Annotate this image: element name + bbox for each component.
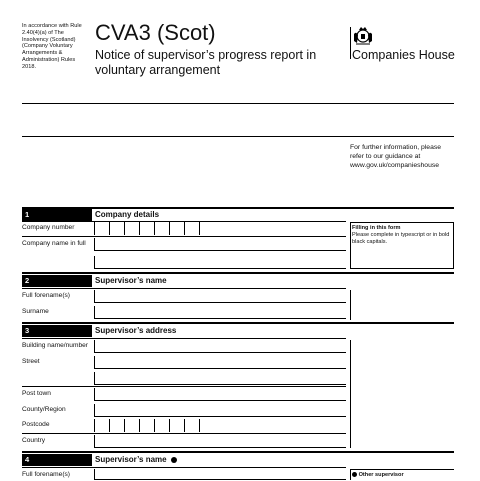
char-box[interactable] — [154, 419, 169, 432]
company-number-label: Company number — [22, 224, 75, 231]
char-box[interactable] — [139, 419, 154, 432]
digit-box[interactable] — [184, 222, 199, 235]
country-field[interactable] — [94, 435, 346, 448]
row-separator — [22, 433, 346, 434]
char-box[interactable] — [184, 419, 199, 432]
section-1-number: 1 — [22, 209, 92, 221]
filling-in-note-body: Please complete in typescript or in bold black capitals. — [352, 231, 450, 245]
forenames-label: Full forename(s) — [22, 292, 71, 299]
company-name-field-1[interactable] — [94, 238, 346, 251]
section-3-rule — [22, 322, 454, 324]
section-4-rule — [22, 451, 454, 453]
company-number-boxes[interactable] — [94, 222, 214, 235]
char-box[interactable] — [199, 419, 214, 432]
section-2-rule — [22, 272, 454, 274]
postcode-label: Postcode — [22, 421, 50, 428]
legal-reference: In accordance with Rule 2.40(4)(a) of The Insolvency (Scotland) (Company Voluntary Arrangements & Administration) Rules 2018. — [22, 23, 82, 70]
surname-field[interactable] — [94, 306, 346, 319]
company-name-field-2[interactable] — [94, 256, 346, 269]
other-supervisor-note-title: Other supervisor — [358, 472, 404, 478]
section-2-number: 2 — [22, 275, 92, 287]
filling-in-note — [352, 225, 452, 245]
header-rule-2 — [22, 136, 454, 137]
section-4-title-text: Supervisor’s name — [95, 455, 167, 464]
digit-box[interactable] — [94, 222, 109, 235]
char-box[interactable] — [124, 419, 139, 432]
county-label: County/Region — [22, 406, 66, 413]
building-label: Building name/number — [22, 342, 88, 349]
digit-box[interactable] — [139, 222, 154, 235]
section-2-title: Supervisor’s name — [95, 276, 167, 285]
post-town-field[interactable] — [94, 388, 346, 401]
form-code: CVA3 (Scot) — [95, 20, 216, 45]
info-marker-icon — [171, 457, 177, 463]
forenames-field[interactable] — [94, 290, 346, 303]
section-3-number: 3 — [22, 325, 92, 337]
section-1-title: Company details — [95, 210, 160, 219]
section-3-separator — [22, 338, 346, 339]
section-3-side-column — [350, 340, 454, 448]
section-2-side-column — [350, 290, 454, 320]
row-separator — [22, 236, 346, 237]
forenames-label-2: Full forename(s) — [22, 471, 71, 478]
logo-divider — [350, 27, 351, 59]
digit-box[interactable] — [154, 222, 169, 235]
country-label: Country — [22, 437, 46, 444]
section-4-separator — [22, 467, 346, 468]
street-field-1[interactable] — [94, 356, 346, 369]
digit-box[interactable] — [109, 222, 124, 235]
county-field[interactable] — [94, 404, 346, 417]
brand-name: Companies House — [352, 48, 455, 62]
guidance-text: For further information, please refer to our guidance at www.gov.uk/companieshouse — [350, 144, 442, 169]
section-3-title: Supervisor’s address — [95, 326, 177, 335]
header-rule-1 — [22, 103, 454, 104]
royal-crest-icon — [352, 25, 374, 47]
post-town-label: Post town — [22, 390, 51, 397]
digit-box[interactable] — [199, 222, 214, 235]
surname-label: Surname — [22, 308, 49, 315]
digit-box[interactable] — [124, 222, 139, 235]
forenames-field-2[interactable] — [94, 469, 346, 480]
char-box[interactable] — [169, 419, 184, 432]
street-label: Street — [22, 358, 40, 365]
form-title: Notice of supervisor’s progress report in voluntary arrangement — [95, 48, 317, 77]
row-separator — [22, 386, 346, 387]
section-4-title — [95, 454, 177, 466]
info-marker-icon — [352, 472, 357, 477]
section-2-separator — [22, 288, 346, 289]
building-field[interactable] — [94, 340, 346, 353]
filling-in-note-title: Filling in this form — [352, 225, 401, 231]
char-box[interactable] — [94, 419, 109, 432]
other-supervisor-note — [352, 472, 452, 479]
char-box[interactable] — [109, 419, 124, 432]
digit-box[interactable] — [169, 222, 184, 235]
section-4-number: 4 — [22, 454, 92, 466]
street-field-2[interactable] — [94, 372, 346, 385]
postcode-boxes[interactable] — [94, 419, 214, 432]
company-name-label: Company name in full — [22, 240, 86, 247]
